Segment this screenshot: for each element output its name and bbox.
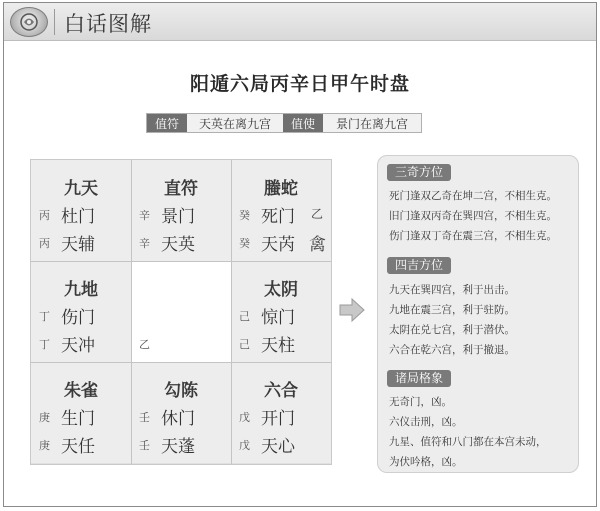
palace-stem: 辛 (139, 237, 150, 250)
palace-cell (131, 160, 231, 261)
palace-stem: 己 (239, 310, 250, 323)
palace-stem: 壬 (139, 439, 150, 452)
palace-extra-stem: 乙 (311, 207, 324, 221)
palace-door: 死门 (261, 207, 295, 227)
section-line: 为伏吟格，凶。 (389, 456, 463, 468)
palace-extra-star: 禽 (309, 235, 326, 255)
section-line: 九地在震三宫，利于驻防。 (389, 304, 515, 316)
section-title-geju: 诸局格象 (387, 370, 451, 387)
palace-stem: 丁 (39, 338, 50, 351)
palace-cell (31, 362, 131, 463)
badge-value-zhishi: 景门在离九宫 (323, 114, 421, 132)
palace-god: 螣蛇 (264, 179, 298, 199)
palace-god: 勾陈 (164, 381, 198, 401)
arrow-right-icon (339, 297, 365, 327)
section-line: 伤门逢双丁奇在震三宫，不相生克。 (389, 230, 557, 242)
palace-star: 天冲 (61, 336, 95, 356)
palace-cell (131, 362, 231, 463)
palace-cell (231, 261, 331, 362)
palace-god: 六合 (264, 381, 298, 401)
section-line: 死门逢双乙奇在坤二宫，不相生克。 (389, 190, 557, 202)
palace-cell (31, 261, 131, 362)
palace-star: 天任 (61, 437, 95, 457)
page-frame (3, 2, 597, 507)
palace-star: 天柱 (261, 336, 295, 356)
palace-door: 杜门 (61, 207, 95, 227)
analysis-panel (377, 155, 579, 473)
section-line: 太阴在兑七宫，利于潜伏。 (389, 324, 515, 336)
palace-stem: 戊 (239, 411, 250, 424)
palace-stem: 戊 (239, 439, 250, 452)
grid-line (31, 261, 331, 262)
badge-label-zhifu: 值符 (147, 114, 187, 132)
nine-palace-grid (30, 159, 332, 465)
palace-god: 九地 (64, 280, 98, 300)
palace-star: 天心 (261, 437, 295, 457)
palace-star: 天辅 (61, 235, 95, 255)
palace-god: 太阴 (264, 280, 298, 300)
palace-stem: 丁 (39, 310, 50, 323)
palace-star: 天芮 (261, 235, 295, 255)
section-title-siji: 四吉方位 (387, 257, 451, 274)
palace-cell (31, 160, 131, 261)
palace-star: 天英 (161, 235, 195, 255)
page-title: 阳遁六局丙辛日甲午时盘 (189, 73, 410, 95)
section-line: 六合在乾六宫，利于撤退。 (389, 344, 515, 356)
section-line: 无奇门，凶。 (389, 396, 452, 408)
palace-cell (231, 362, 331, 463)
palace-stem: 癸 (239, 209, 250, 222)
header-divider (54, 9, 55, 35)
palace-door: 休门 (161, 409, 195, 429)
palace-stem: 丙 (39, 237, 50, 250)
palace-stem: 丙 (39, 209, 50, 222)
palace-cell (231, 160, 331, 261)
section-line: 旧门逢双丙奇在巽四宫，不相生克。 (389, 210, 557, 222)
palace-god: 朱雀 (64, 381, 98, 401)
palace-door: 开门 (261, 409, 295, 429)
palace-cell-center (131, 261, 231, 362)
palace-stem: 壬 (139, 411, 150, 424)
badge-label-zhishi: 值使 (283, 114, 323, 132)
palace-stem: 己 (239, 338, 250, 351)
center-stem: 乙 (139, 338, 150, 351)
logo-emblem-icon (10, 7, 48, 37)
section-line: 九天在巽四宫，利于出击。 (389, 284, 515, 296)
palace-stem: 庚 (39, 411, 50, 424)
grid-line (31, 362, 331, 363)
section-line: 六仪击刑，凶。 (389, 416, 463, 428)
palace-stem: 癸 (239, 237, 250, 250)
palace-stem: 辛 (139, 209, 150, 222)
header-title: 白话图解 (64, 12, 152, 36)
section-line: 九星、值符和八门都在本宫未动， (389, 436, 547, 448)
palace-star: 天蓬 (161, 437, 195, 457)
palace-door: 生门 (61, 409, 95, 429)
palace-door: 景门 (161, 207, 195, 227)
palace-door: 惊门 (261, 308, 295, 328)
badge-bar (146, 113, 422, 133)
badge-value-zhifu: 天英在离九宫 (187, 114, 283, 132)
palace-god: 九天 (64, 179, 98, 199)
grid-line (231, 160, 232, 464)
palace-door: 伤门 (61, 308, 95, 328)
section-title-sanqi: 三奇方位 (387, 164, 451, 181)
palace-god: 直符 (164, 179, 198, 199)
header-bar (4, 3, 596, 41)
palace-stem: 庚 (39, 439, 50, 452)
grid-line (131, 160, 132, 464)
